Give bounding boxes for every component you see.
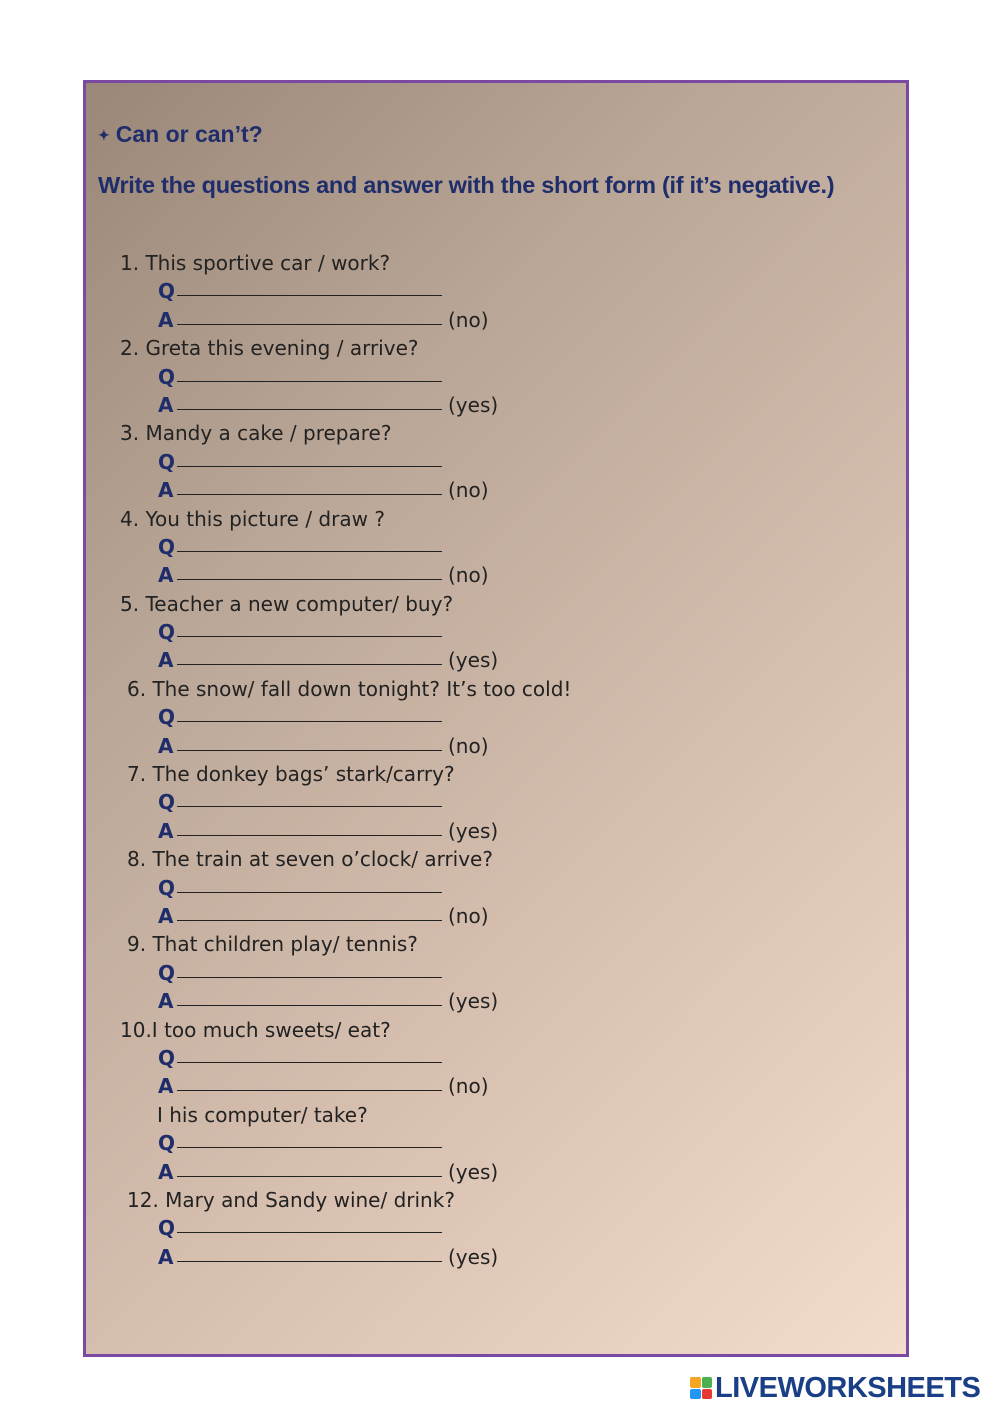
answer-row xyxy=(86,817,906,845)
question-blank[interactable] xyxy=(177,616,442,637)
answer-blank[interactable] xyxy=(177,985,442,1006)
question-label: Q xyxy=(158,364,176,389)
answer-label: A xyxy=(158,1074,174,1099)
answer-label: A xyxy=(158,733,174,758)
answer-row xyxy=(86,1072,906,1100)
question-blank[interactable] xyxy=(177,531,442,552)
answer-blank[interactable] xyxy=(177,474,442,495)
star-bullet-icon: ✦ xyxy=(98,127,110,143)
question-blank[interactable] xyxy=(177,1042,442,1063)
question-row xyxy=(86,1044,906,1072)
answer-hint: (yes) xyxy=(448,1159,499,1184)
answer-blank[interactable] xyxy=(177,1070,442,1091)
answer-hint: (no) xyxy=(448,563,489,588)
answer-row xyxy=(86,561,906,589)
answer-row xyxy=(86,732,906,760)
question-label: Q xyxy=(158,449,176,474)
answer-hint: (no) xyxy=(448,1074,489,1099)
answer-hint: (yes) xyxy=(448,1244,499,1269)
answer-row xyxy=(86,391,906,419)
exercise-prompt: 10.I too much sweets/ eat? xyxy=(120,1017,391,1042)
answer-hint: (yes) xyxy=(448,648,499,673)
answer-hint: (no) xyxy=(448,733,489,758)
answer-row xyxy=(86,476,906,504)
question-row xyxy=(86,788,906,816)
question-label: Q xyxy=(158,790,176,815)
question-blank[interactable] xyxy=(177,361,442,382)
instructions: Write the questions and answer with the short form (if it’s negative.) xyxy=(98,172,835,198)
answer-hint: (no) xyxy=(448,478,489,503)
exercise-prompt: 6. The snow/ fall down tonight? It’s too cold! xyxy=(127,676,572,701)
brand-name: LIVEWORKSHEETS xyxy=(715,1371,981,1404)
answer-label: A xyxy=(158,1159,174,1184)
answer-label: A xyxy=(158,307,174,332)
question-row xyxy=(86,363,906,391)
question-label: Q xyxy=(158,875,176,900)
question-row xyxy=(86,448,906,476)
question-blank[interactable] xyxy=(177,957,442,978)
question-blank[interactable] xyxy=(177,1127,442,1148)
exercise-prompt: 2. Greta this evening / arrive? xyxy=(120,336,419,361)
answer-label: A xyxy=(158,648,174,673)
question-blank[interactable] xyxy=(177,1212,442,1233)
exercise-prompt: 3. Mandy a cake / prepare? xyxy=(120,421,392,446)
answer-blank[interactable] xyxy=(177,730,442,751)
answer-label: A xyxy=(158,903,174,928)
answer-blank[interactable] xyxy=(177,815,442,836)
question-blank[interactable] xyxy=(177,872,442,893)
exercise-prompt: 9. That children play/ tennis? xyxy=(127,932,418,957)
worksheet-heading xyxy=(98,121,263,148)
answer-hint: (yes) xyxy=(448,989,499,1014)
answer-row xyxy=(86,902,906,930)
exercise-prompt: 1. This sportive car / work? xyxy=(120,251,391,275)
question-row xyxy=(86,277,906,305)
answer-label: A xyxy=(158,989,174,1014)
answer-row xyxy=(86,306,906,334)
question-row xyxy=(86,618,906,646)
answer-hint: (no) xyxy=(448,903,489,928)
answer-label: A xyxy=(158,478,174,503)
question-row xyxy=(86,1129,906,1157)
exercise-prompt: 4. You this picture / draw ? xyxy=(120,506,385,531)
question-label: Q xyxy=(158,279,176,304)
answer-blank[interactable] xyxy=(177,1156,442,1177)
answer-label: A xyxy=(158,563,174,588)
question-row xyxy=(86,533,906,561)
exercise-prompt: 8. The train at seven o’clock/ arrive? xyxy=(127,847,493,872)
exercise-list xyxy=(86,249,906,1271)
answer-row xyxy=(86,1243,906,1271)
answer-hint: (yes) xyxy=(448,818,499,843)
question-label: Q xyxy=(158,960,176,985)
question-label: Q xyxy=(158,705,176,730)
answer-blank[interactable] xyxy=(177,304,442,325)
question-blank[interactable] xyxy=(177,786,442,807)
answer-blank[interactable] xyxy=(177,644,442,665)
question-label: Q xyxy=(158,1216,176,1241)
answer-blank[interactable] xyxy=(177,1241,442,1262)
exercise-prompt: I his computer/ take? xyxy=(157,1102,368,1127)
liveworksheets-logo-icon xyxy=(690,1377,712,1399)
question-row xyxy=(86,874,906,902)
question-row xyxy=(86,1214,906,1242)
answer-blank[interactable] xyxy=(177,559,442,580)
answer-row xyxy=(86,1158,906,1186)
exercise-prompt: 7. The donkey bags’ stark/carry? xyxy=(127,762,455,787)
question-blank[interactable] xyxy=(177,446,442,467)
answer-row xyxy=(86,987,906,1015)
question-blank[interactable] xyxy=(177,701,442,722)
answer-label: A xyxy=(158,1244,174,1269)
answer-hint: (no) xyxy=(448,307,489,332)
liveworksheets-logo[interactable] xyxy=(690,1371,981,1404)
exercise-prompt: 12. Mary and Sandy wine/ drink? xyxy=(127,1187,455,1212)
exercise-prompt: 5. Teacher a new computer/ buy? xyxy=(120,591,454,616)
answer-label: A xyxy=(158,818,174,843)
question-label: Q xyxy=(158,534,176,559)
question-blank[interactable] xyxy=(177,275,442,296)
question-label: Q xyxy=(158,1131,176,1156)
heading-title: Can or can’t? xyxy=(115,121,263,147)
worksheet-panel xyxy=(83,80,909,1357)
answer-hint: (yes) xyxy=(448,392,499,417)
answer-label: A xyxy=(158,392,174,417)
answer-blank[interactable] xyxy=(177,389,442,410)
question-row xyxy=(86,959,906,987)
answer-blank[interactable] xyxy=(177,900,442,921)
question-label: Q xyxy=(158,620,176,645)
answer-row xyxy=(86,646,906,674)
question-label: Q xyxy=(158,1045,176,1070)
question-row xyxy=(86,703,906,731)
